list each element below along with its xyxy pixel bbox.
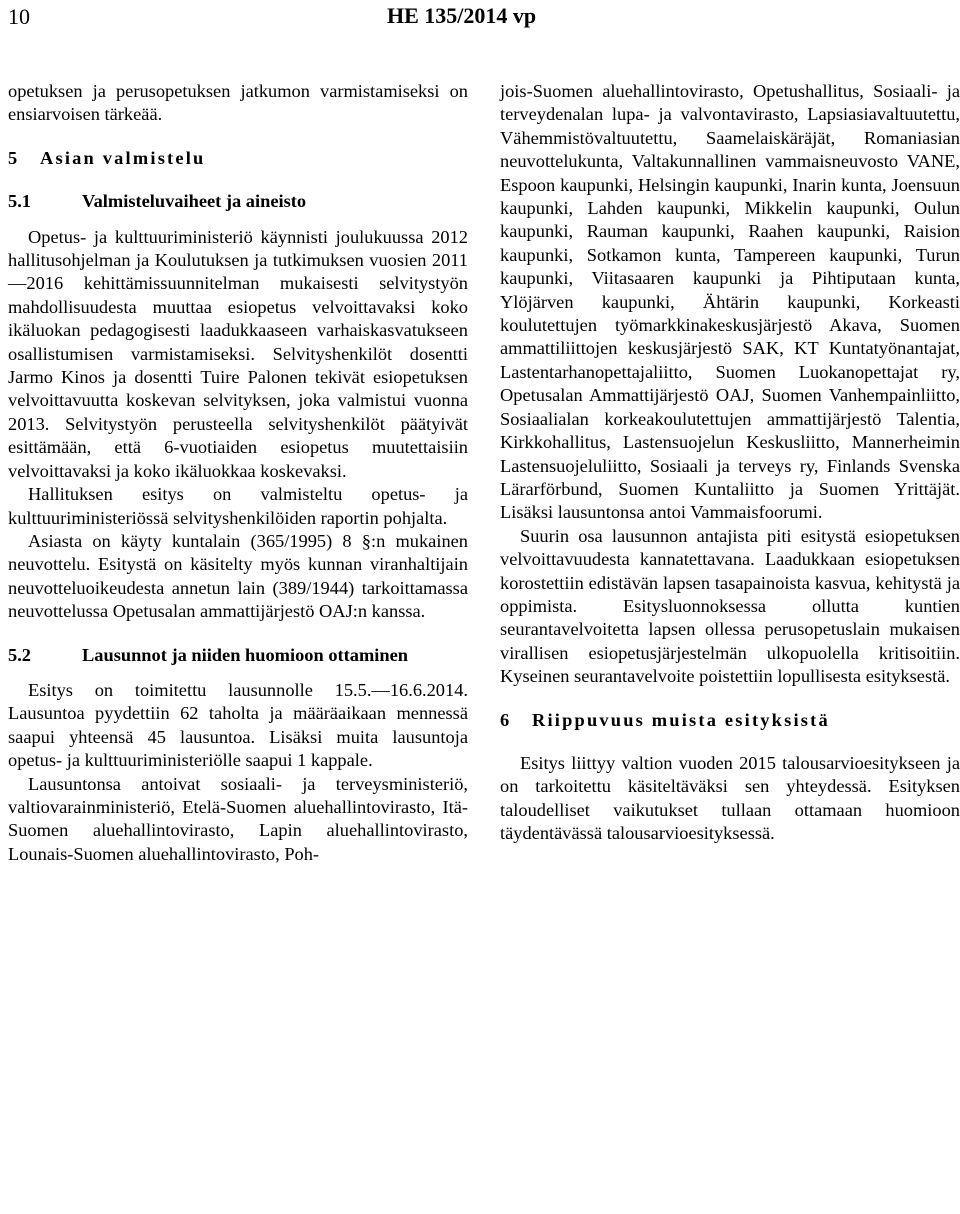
document-id: HE 135/2014 vp [387, 3, 537, 28]
paragraph-intro: opetuksen ja perusopetuksen jatkumon varmistamiseksi on ensiarvoisen tärkeää. [8, 81, 468, 125]
section-title: Asian valmistelu [40, 147, 206, 168]
paragraph: Lausuntonsa antoivat sosiaali- ja terveysministeriö, valtiovarainministeriö, Etelä-Suomen aluehallintovirasto, Itä-Suomen aluehallintovirasto, Lapin aluehallintovirasto, Lounais-Suomen aluehallintovirasto, Poh- [8, 773, 468, 864]
paragraph: Esitys liittyy valtion vuoden 2015 talousarvioesitykseen ja on tarkoitettu käsiteltäväksi sen yhteydessä. Esityksen taloudelliset vaikutukset tullaan ottamaan huomioon täydentävässä talousarvioesityksessä. [500, 752, 960, 844]
paragraph: Opetus- ja kulttuuriministeriö käynnisti joulukuussa 2012 hallitusohjelman ja Koulutuksen ja tutkimuksen vuosien 2011—2016 kehittämissuunnitelman mukaisesti selvitystyön mahdollisuudesta muuttaa esiopetus velvoittavaksi koko ikäluokan pedagogisesti laadukkaaseen varhaiskasvatukseen osallistumisen varmistamiseksi. Selvityshenkilöt dosentti Jarmo Kinos ja dosentti Tuire Palonen tekivät esiopetuksen velvoittavuutta koskevan selvityksen, joka valmistui vuonna 2013. Selvitystyön perusteella selvityshenkilöt päätyivät esittämään, että 6-vuotiaiden esiopetus muutettaisiin velvoittavaksi ja koko ikäluokkaa koskevaksi. [8, 226, 468, 481]
subsection-number: 5.1 [8, 191, 31, 212]
paragraph: Hallituksen esitys on valmisteltu opetus- ja kulttuuriministeriössä selvityshenkilöiden raportin pohjalta. [8, 484, 468, 528]
subsection-title: Valmisteluvaiheet ja aineisto [82, 191, 307, 212]
subsection-number: 5.2 [8, 644, 31, 665]
paragraph: Asiasta on käyty kuntalain (365/1995) 8 §:n mukainen neuvottelu. Esitystä on käsitelty myös kunnan viranhaltijain neuvotteluoikeudesta annetun lain (389/1944) tarkoittamassa neuvottelussa Opetusalan ammattijärjestö OAJ:n kanssa. [8, 530, 468, 622]
subsection-title: Lausunnot ja niiden huomioon ottaminen [82, 644, 409, 665]
left-column [8, 80, 468, 866]
section-number: 5 [8, 147, 18, 168]
subsection-heading-5-2 [8, 644, 468, 667]
right-column [500, 80, 960, 846]
section-title: Riippuvuus muista esityksistä [532, 709, 830, 730]
section-number: 6 [500, 709, 510, 730]
section-heading-5 [8, 147, 468, 170]
paragraph: jois-Suomen aluehallintovirasto, Opetushallitus, Sosiaali- ja terveydenalan lupa- ja valvontavirasto, Lapsiasiavaltuutettu, Vähemmistövaltuutettu, Saamelaiskäräjät, Romaniasian neuvottelukunta, Valtakunnallinen vammaisneuvosto VANE, Espoon kaupunki, Helsingin kaupunki, Inarin kunta, Joensuun kaupunki, Lahden kaupunki, Mikkelin kaupunki, Oulun kaupunki, Rauman kaupunki, Raahen kaupunki, Raision kaupunki, Sotkamon kunta, Tampereen kaupunki, Turun kaupunki, Viitasaaren kaupunki ja Pihtiputaan kunta, Ylöjärven kaupunki, Ähtärin kaupunki, Korkeasti koulutettujen työmarkkinakeskusjärjestö Akava, Suomen ammattiliittojen keskusjärjestö SAK, KT Kuntatyönantajat, Lastentarhanopettajaliitto, Suomen Luokanopettajat ry, Opetusalan Ammattijärjestö OAJ, Suomen Vanhempainliitto, Sosiaalialan korkeakoulutettujen ammattijärjestö Talentia, Kirkkohallitus, Lastensuojelun Keskusliitto, Mannerheimin Lastensuojeluliitto, Sosiaali ja terveys ry, Finlands Svenska Lärarförbund, Suomen Kuntaliitto ja Suomen Yrittäjät. Lisäksi lausuntonsa antoi Vammaisfoorumi. [500, 81, 960, 523]
page-header [0, 0, 960, 34]
subsection-heading-5-1 [8, 190, 468, 213]
paragraph: Suurin osa lausunnon antajista piti esitystä esiopetuksen velvoittavuudesta kannatettavana. Laadukkaan esiopetuksen korostettiin edistävän lapsen tasapainoista kasvua, kehitystä ja oppimista. Esitysluonnoksessa ollutta kuntien seurantavelvoitetta lapsen ollessa perusopetuslain mukaisen virallisen esiopetusjärjestelmän ulkopuolella kritisoitiin. Kyseinen seurantavelvoite poistettiin lopullisesta esityksestä. [500, 525, 960, 687]
page-number: 10 [8, 4, 30, 29]
paragraph: Esitys on toimitettu lausunnolle 15.5.—16.6.2014. Lausuntoa pyydettiin 62 taholta ja määräaikaan mennessä saapui yhteensä 45 lausuntoa. Lisäksi muita lausuntoja opetus- ja kulttuuriministeriölle saapui 1 kappale. [8, 679, 468, 771]
section-heading-6 [500, 709, 960, 732]
